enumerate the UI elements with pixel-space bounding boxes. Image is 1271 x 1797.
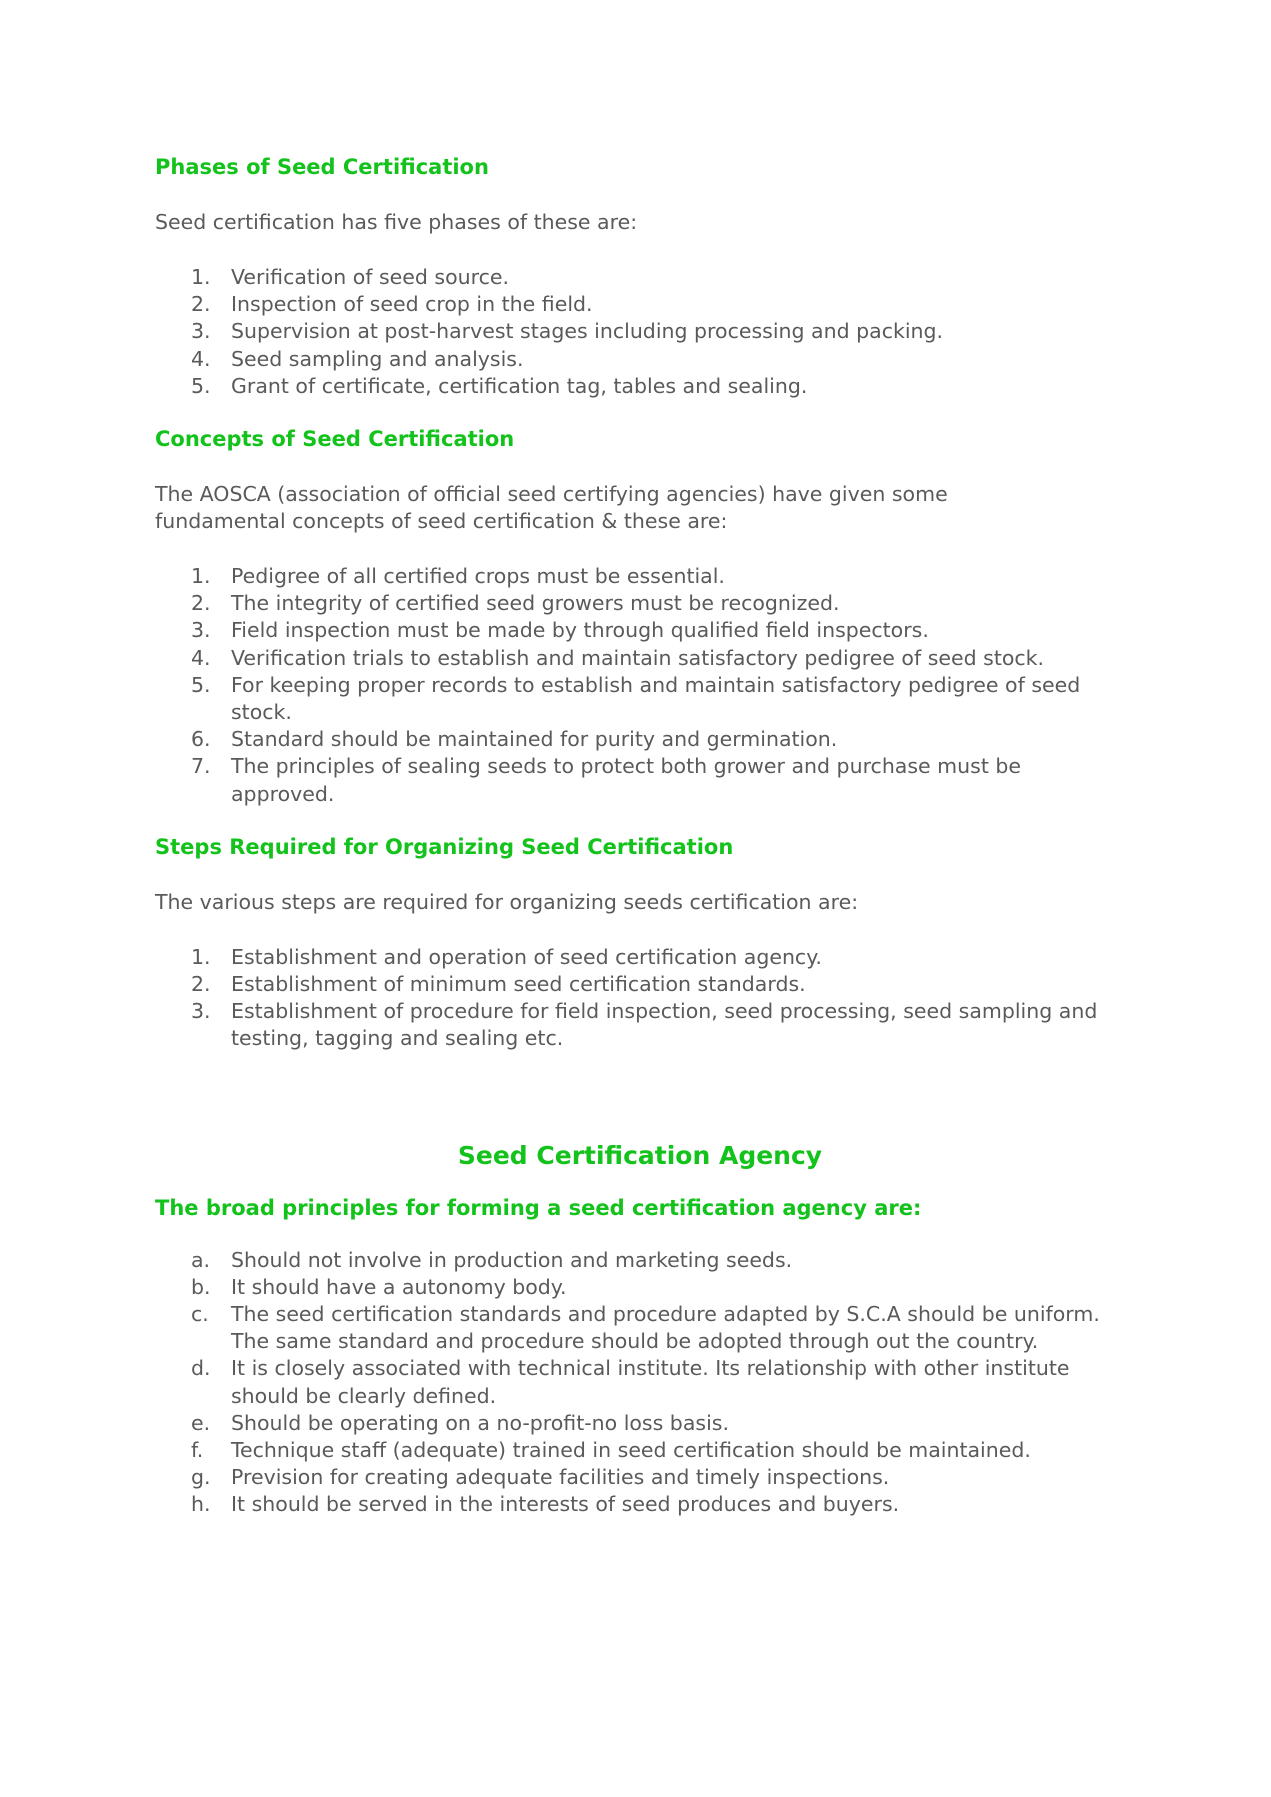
list-item-text: Establishment of minimum seed certification standards.	[231, 972, 806, 997]
list-item	[155, 373, 1135, 400]
list-marker: b.	[191, 1274, 211, 1299]
list-item-text: Verification of seed source.	[231, 265, 510, 289]
list-marker: 2.	[191, 972, 211, 997]
list-marker: 2.	[191, 591, 211, 616]
list-marker: 3.	[191, 618, 211, 643]
list-marker: 5.	[191, 672, 211, 697]
list-item	[155, 726, 1105, 753]
list-item-text: Should be operating on a no-profit-no loss basis.	[231, 1410, 729, 1435]
list-marker: h.	[191, 1492, 211, 1517]
list-marker: 4.	[191, 645, 211, 670]
list-item	[155, 1274, 1135, 1301]
list-item-text: Seed sampling and analysis.	[231, 346, 524, 371]
list-item	[155, 971, 1115, 998]
steps-list	[155, 944, 1115, 1053]
list-item-text: It is closely associated with technical institute. Its relationship with other institute should be clearly defined.	[231, 1356, 1070, 1408]
list-item-text: Verification trials to establish and maintain satisfactory pedigree of seed stock.	[231, 645, 1045, 670]
list-item-text: Grant of certificate, certification tag, tables and sealing.	[231, 373, 808, 398]
section-intro-phases: Seed certification has five phases of these are:	[155, 210, 638, 234]
list-item-text: It should be served in the interests of seed produces and buyers.	[231, 1492, 900, 1517]
agency-subheading: The broad principles for forming a seed certification agency are:	[155, 1195, 922, 1220]
list-item-text: Establishment and operation of seed certification agency.	[231, 944, 822, 969]
list-marker: 6.	[191, 727, 211, 752]
list-marker: f.	[191, 1438, 204, 1463]
list-item	[155, 264, 1135, 291]
document-page	[155, 152, 1135, 1519]
list-marker: e.	[191, 1410, 211, 1435]
list-item	[155, 590, 1105, 617]
section-heading-concepts: Concepts of Seed Certification	[155, 427, 515, 452]
list-item	[155, 617, 1105, 644]
list-marker: 1.	[191, 564, 211, 589]
list-item	[155, 1491, 1135, 1518]
list-item	[155, 753, 1105, 807]
list-marker: d.	[191, 1356, 211, 1381]
list-item	[155, 944, 1115, 971]
list-marker: 1.	[191, 944, 211, 969]
list-marker: 7.	[191, 754, 211, 779]
list-item	[155, 563, 1105, 590]
list-item	[155, 645, 1105, 672]
list-marker: 3.	[191, 999, 211, 1024]
section-intro-concepts: The AOSCA (association of official seed certifying agencies) have given some fundamental concepts of seed certification & these are:	[155, 482, 948, 534]
list-item	[155, 1355, 1135, 1409]
list-item	[155, 1301, 1135, 1355]
list-item	[155, 1437, 1135, 1464]
list-item-text: Prevision for creating adequate facilities and timely inspections.	[231, 1465, 890, 1490]
list-item	[155, 672, 1105, 726]
list-item-text: Field inspection must be made by through qualified field inspectors.	[231, 618, 929, 643]
list-item	[155, 318, 1135, 345]
list-item-text: Inspection of seed crop in the field.	[231, 292, 593, 317]
list-item-text: The integrity of certified seed growers must be recognized.	[231, 591, 840, 616]
list-item	[155, 1247, 1135, 1274]
concepts-list	[155, 563, 1105, 808]
agency-principles-list	[155, 1247, 1135, 1519]
list-marker: 4.	[191, 346, 211, 371]
list-item	[155, 346, 1135, 373]
section-intro-steps: The various steps are required for organizing seeds certification are:	[155, 889, 859, 914]
list-item-text: Should not involve in production and marketing seeds.	[231, 1247, 793, 1272]
list-marker: 3.	[191, 319, 211, 344]
list-item-text: Supervision at post-harvest stages including processing and packing.	[231, 319, 944, 344]
section-heading-steps: Steps Required for Organizing Seed Certification	[155, 834, 734, 859]
agency-title: Seed Certification Agency	[457, 1140, 823, 1170]
list-item	[155, 291, 1135, 318]
list-marker: c.	[191, 1302, 209, 1327]
list-marker: 2.	[191, 292, 211, 317]
list-item	[155, 998, 1115, 1052]
section-heading-phases: Phases of Seed Certification	[155, 155, 489, 179]
list-item	[155, 1410, 1135, 1437]
list-item-text: For keeping proper records to establish and maintain satisfactory pedigree of seed stock.	[231, 672, 1081, 725]
list-marker: 5.	[191, 373, 211, 398]
list-item-text: The principles of sealing seeds to protect both grower and purchase must be approved.	[231, 754, 1022, 806]
list-item-text: It should have a autonomy body.	[231, 1274, 567, 1299]
list-item-text: Pedigree of all certified crops must be essential.	[231, 564, 725, 589]
list-marker: g.	[191, 1465, 211, 1490]
list-item-text: The seed certification standards and procedure adapted by S.C.A should be uniform. The same standard and procedure should be adopted through out the country.	[231, 1302, 1100, 1354]
list-item	[155, 1464, 1135, 1491]
list-item-text: Establishment of procedure for field inspection, seed processing, seed sampling and testing, tagging and sealing etc.	[231, 999, 1098, 1051]
phases-list	[155, 264, 1135, 400]
list-marker: a.	[191, 1247, 211, 1272]
list-item-text: Standard should be maintained for purity and germination.	[231, 727, 838, 752]
list-item-text: Technique staff (adequate) trained in seed certification should be maintained.	[231, 1438, 1031, 1463]
list-marker: 1.	[191, 265, 211, 289]
